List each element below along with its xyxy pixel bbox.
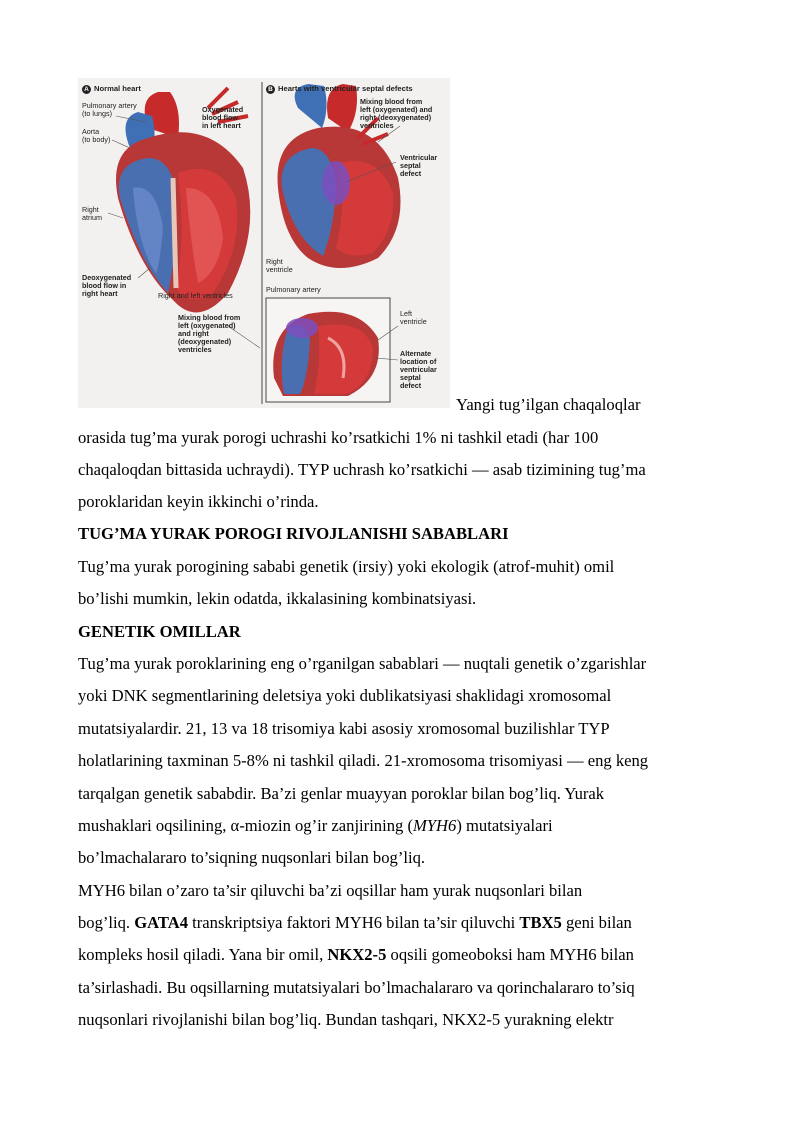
body-line: bog’liq. GATA4 transkriptsiya faktori MYH6 bilan ta’sir qiluvchi TBX5 geni bilan [78, 913, 632, 932]
body-line: mushaklari oqsilining, α-miozin og’ir zanjirining (MYH6) mutatsiyalari [78, 816, 553, 835]
section-heading: TUG’MA YURAK POROGI RIVOJLANISHI SABABLARI [78, 524, 509, 543]
section-heading: GENETIK OMILLAR [78, 622, 241, 641]
body-line: MYH6 bilan o’zaro ta’sir qiluvchi ba’zi oqsillar ham yurak nuqsonlari bilan [78, 881, 583, 900]
body-line: nuqsonlari rivojlanishi bilan bog’liq. Bundan tashqari, NKX2-5 yurakning elektr [78, 1010, 614, 1029]
gene-name: GATA4 [134, 913, 189, 932]
alternate-defect-inset-drawing [273, 312, 379, 396]
heart-diagram-figure [78, 78, 450, 408]
body-line: ta’sirlashadi. Bu oqsillarning mutatsiyalari bo’lmachalararo va qorinchalararo to’siq [78, 978, 635, 997]
body-line: Yangi tug’ilgan chaqaloqlar [456, 395, 641, 414]
label-pulmonary-artery: Pulmonary artery (to lungs) [82, 101, 137, 118]
label-right-ventricle: Right ventricle [266, 257, 293, 274]
label-mixing-top: Mixing blood from left (oxygenated) and right (deoxygenated) ventricles [360, 97, 433, 130]
label-mixing-bottom: Mixing blood from left (oxygenated) and right (deoxygenated) ventricles [178, 313, 241, 354]
panel-b-title: B Hearts with ventricular septal defects [266, 84, 413, 94]
body-line: Tug’ma yurak poroklarining eng o’rganilgan sabablari — nuqtali genetik o’zgarishlar [78, 654, 647, 673]
body-line: poroklaridan keyin ikkinchi o’rinda. [78, 492, 319, 511]
body-line: bo’lmachalararo to’siqning nuqsonlari bilan bog’liq. [78, 848, 426, 867]
body-line: tarqalgan genetik sababdir. Ba’zi genlar muayyan poroklar bilan bog’liq. Yurak [78, 784, 605, 803]
label-right-atrium: Right atrium [82, 205, 102, 222]
body-line: mutatsiyalardir. 21, 13 va 18 trisomiya kabi asosiy xromosomal buzilishlar TYP [78, 719, 610, 738]
panel-a-title: A Normal heart [82, 84, 141, 94]
body-line: bo’lishi mumkin, lekin odatda, ikkalasining kombinatsiyasi. [78, 589, 477, 608]
label-vsd: Ventricular septal defect [400, 153, 438, 178]
gene-name: NKX2-5 [327, 945, 387, 964]
label-aorta: Aorta (to body) [82, 127, 111, 144]
label-left-ventricle: Left ventricle [400, 309, 427, 326]
body-line: yoki DNK segmentlarining deletsiya yoki dublikatsiyasi shaklidagi xromosomal [78, 686, 612, 705]
label-oxygenated: Oxygenated blood flow in left heart [202, 105, 244, 130]
body-line: Tug’ma yurak porogining sababi genetik (irsiy) yoki ekologik (atrof-muhit) omil [78, 557, 615, 576]
body-line: holatlarining taxminan 5-8% ni tashkil qiladi. 21-xromosoma trisomiyasi — eng keng [78, 751, 649, 770]
label-ventricles: Right and left ventricles [158, 291, 233, 300]
gene-name: TBX5 [519, 913, 562, 932]
label-alternate: Alternate location of ventricular septal defect [400, 349, 437, 390]
label-deoxygenated: Deoxygenated blood flow in right heart [82, 273, 132, 298]
body-line: orasida tug’ma yurak porogi uchrashi ko’rsatkichi 1% ni tashkil etadi (har 100 [78, 428, 599, 447]
gene-name: MYH6 [412, 816, 457, 835]
label-pulmonary-artery-b: Pulmonary artery [266, 285, 321, 294]
body-line: kompleks hosil qiladi. Yana bir omil, NKX2-5 oqsili gomeoboksi ham MYH6 bilan [78, 945, 634, 964]
body-line: chaqaloqdan bittasida uchraydi). TYP uchrash ko’rsatkichi — asab tizimining tug’ma [78, 460, 646, 479]
